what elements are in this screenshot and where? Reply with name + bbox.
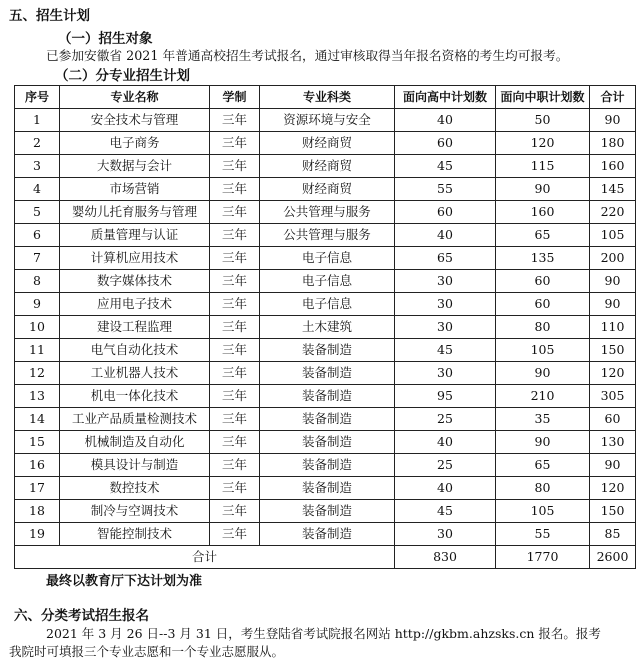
category: 装备制造 [260, 477, 395, 500]
row-total: 90 [590, 454, 636, 477]
vocational-plan: 65 [496, 454, 590, 477]
row-index: 2 [15, 132, 60, 155]
category: 土木建筑 [260, 316, 395, 339]
row-total: 90 [590, 293, 636, 316]
category: 装备制造 [260, 385, 395, 408]
row-index: 8 [15, 270, 60, 293]
sub-2-title: （二）分专业招生计划 [55, 68, 190, 84]
total-vocational: 1770 [496, 546, 590, 569]
duration: 三年 [210, 339, 260, 362]
high-school-plan: 40 [395, 109, 496, 132]
vocational-plan: 55 [496, 523, 590, 546]
section-6-title: 六、分类考试招生报名 [14, 608, 149, 624]
duration: 三年 [210, 523, 260, 546]
row-index: 10 [15, 316, 60, 339]
major-name: 机械制造及自动化 [60, 431, 210, 454]
vocational-plan: 60 [496, 270, 590, 293]
table-row [15, 293, 636, 316]
duration: 三年 [210, 408, 260, 431]
vocational-plan: 105 [496, 500, 590, 523]
row-index: 3 [15, 155, 60, 178]
duration: 三年 [210, 270, 260, 293]
row-index: 4 [15, 178, 60, 201]
major-name: 市场营销 [60, 178, 210, 201]
total-all: 2600 [590, 546, 636, 569]
row-total: 105 [590, 224, 636, 247]
category: 装备制造 [260, 362, 395, 385]
vocational-plan: 90 [496, 178, 590, 201]
header-category: 专业科类 [260, 86, 395, 109]
category: 电子信息 [260, 293, 395, 316]
table-row [15, 178, 636, 201]
row-index: 15 [15, 431, 60, 454]
duration: 三年 [210, 316, 260, 339]
duration: 三年 [210, 247, 260, 270]
vocational-plan: 90 [496, 431, 590, 454]
total-high-school: 830 [395, 546, 496, 569]
duration: 三年 [210, 178, 260, 201]
section-6-line-2: 我院时可填报三个专业志愿和一个专业志愿服从。 [9, 644, 285, 659]
row-total: 200 [590, 247, 636, 270]
category: 装备制造 [260, 408, 395, 431]
plan-note: 最终以教育厅下达计划为准 [46, 574, 203, 589]
table-row [15, 500, 636, 523]
table-row [15, 224, 636, 247]
table-row [15, 270, 636, 293]
sub-1-text: 已参加安徽省 2021 年普通高校招生考试报名，通过审核取得当年报名资格的考生均可报考。 [46, 48, 569, 63]
row-total: 60 [590, 408, 636, 431]
vocational-plan: 210 [496, 385, 590, 408]
high-school-plan: 45 [395, 155, 496, 178]
vocational-plan: 115 [496, 155, 590, 178]
category: 资源环境与安全 [260, 109, 395, 132]
table-row [15, 385, 636, 408]
vocational-plan: 120 [496, 132, 590, 155]
table-row [15, 408, 636, 431]
row-total: 90 [590, 270, 636, 293]
header-total: 合计 [590, 86, 636, 109]
major-name: 工业机器人技术 [60, 362, 210, 385]
high-school-plan: 30 [395, 270, 496, 293]
high-school-plan: 30 [395, 362, 496, 385]
row-total: 220 [590, 201, 636, 224]
category: 装备制造 [260, 500, 395, 523]
high-school-plan: 95 [395, 385, 496, 408]
major-name: 机电一体化技术 [60, 385, 210, 408]
category: 装备制造 [260, 454, 395, 477]
vocational-plan: 80 [496, 477, 590, 500]
major-name: 应用电子技术 [60, 293, 210, 316]
major-name: 大数据与会计 [60, 155, 210, 178]
major-name: 电气自动化技术 [60, 339, 210, 362]
row-index: 12 [15, 362, 60, 385]
category: 公共管理与服务 [260, 201, 395, 224]
high-school-plan: 40 [395, 477, 496, 500]
category: 电子信息 [260, 270, 395, 293]
table-row [15, 201, 636, 224]
row-total: 120 [590, 362, 636, 385]
table-row [15, 523, 636, 546]
major-name: 数控技术 [60, 477, 210, 500]
duration: 三年 [210, 293, 260, 316]
major-name: 安全技术与管理 [60, 109, 210, 132]
vocational-plan: 135 [496, 247, 590, 270]
high-school-plan: 40 [395, 431, 496, 454]
row-total: 110 [590, 316, 636, 339]
row-index: 13 [15, 385, 60, 408]
table-row [15, 431, 636, 454]
row-index: 9 [15, 293, 60, 316]
duration: 三年 [210, 362, 260, 385]
row-total: 85 [590, 523, 636, 546]
row-total: 150 [590, 500, 636, 523]
header-major: 专业名称 [60, 86, 210, 109]
section-6-line-1: 2021 年 3 月 26 日--3 月 31 日，考生登陆省考试院报名网站 http://gkbm.ahzsks.cn 报名。报考 [46, 626, 601, 641]
major-name: 婴幼儿托育服务与管理 [60, 201, 210, 224]
duration: 三年 [210, 385, 260, 408]
table-row [15, 316, 636, 339]
row-index: 18 [15, 500, 60, 523]
header-index: 序号 [15, 86, 60, 109]
category: 装备制造 [260, 339, 395, 362]
row-index: 6 [15, 224, 60, 247]
duration: 三年 [210, 431, 260, 454]
sub-1-title: （一）招生对象 [58, 31, 153, 47]
high-school-plan: 40 [395, 224, 496, 247]
category: 财经商贸 [260, 132, 395, 155]
row-total: 145 [590, 178, 636, 201]
vocational-plan: 35 [496, 408, 590, 431]
vocational-plan: 65 [496, 224, 590, 247]
table-row [15, 362, 636, 385]
major-name: 数字媒体技术 [60, 270, 210, 293]
row-index: 7 [15, 247, 60, 270]
table-row [15, 132, 636, 155]
row-index: 5 [15, 201, 60, 224]
duration: 三年 [210, 224, 260, 247]
high-school-plan: 25 [395, 454, 496, 477]
vocational-plan: 90 [496, 362, 590, 385]
row-index: 17 [15, 477, 60, 500]
table-row [15, 477, 636, 500]
row-total: 130 [590, 431, 636, 454]
high-school-plan: 60 [395, 132, 496, 155]
section-5-title: 五、招生计划 [9, 8, 90, 24]
major-name: 工业产品质量检测技术 [60, 408, 210, 431]
duration: 三年 [210, 155, 260, 178]
row-total: 150 [590, 339, 636, 362]
high-school-plan: 30 [395, 293, 496, 316]
row-index: 1 [15, 109, 60, 132]
table-total-row [15, 546, 636, 569]
duration: 三年 [210, 477, 260, 500]
row-total: 305 [590, 385, 636, 408]
major-name: 建设工程监理 [60, 316, 210, 339]
table-header-row [15, 86, 636, 109]
table-row [15, 155, 636, 178]
major-name: 质量管理与认证 [60, 224, 210, 247]
total-label: 合计 [15, 546, 395, 569]
vocational-plan: 160 [496, 201, 590, 224]
category: 财经商贸 [260, 155, 395, 178]
header-vocational-plan: 面向中职计划数 [496, 86, 590, 109]
high-school-plan: 25 [395, 408, 496, 431]
category: 公共管理与服务 [260, 224, 395, 247]
duration: 三年 [210, 500, 260, 523]
vocational-plan: 60 [496, 293, 590, 316]
high-school-plan: 30 [395, 316, 496, 339]
row-index: 14 [15, 408, 60, 431]
row-total: 180 [590, 132, 636, 155]
duration: 三年 [210, 454, 260, 477]
duration: 三年 [210, 201, 260, 224]
high-school-plan: 30 [395, 523, 496, 546]
table-row [15, 339, 636, 362]
category: 电子信息 [260, 247, 395, 270]
major-name: 计算机应用技术 [60, 247, 210, 270]
vocational-plan: 105 [496, 339, 590, 362]
header-high-school-plan: 面向高中计划数 [395, 86, 496, 109]
high-school-plan: 45 [395, 339, 496, 362]
major-name: 模具设计与制造 [60, 454, 210, 477]
row-total: 90 [590, 109, 636, 132]
enrollment-plan-table [14, 85, 636, 569]
vocational-plan: 50 [496, 109, 590, 132]
major-name: 制冷与空调技术 [60, 500, 210, 523]
row-index: 11 [15, 339, 60, 362]
category: 财经商贸 [260, 178, 395, 201]
duration: 三年 [210, 109, 260, 132]
table-row [15, 247, 636, 270]
vocational-plan: 80 [496, 316, 590, 339]
row-index: 16 [15, 454, 60, 477]
high-school-plan: 55 [395, 178, 496, 201]
row-index: 19 [15, 523, 60, 546]
high-school-plan: 45 [395, 500, 496, 523]
category: 装备制造 [260, 523, 395, 546]
table-row [15, 109, 636, 132]
duration: 三年 [210, 132, 260, 155]
major-name: 电子商务 [60, 132, 210, 155]
category: 装备制造 [260, 431, 395, 454]
high-school-plan: 60 [395, 201, 496, 224]
row-total: 160 [590, 155, 636, 178]
header-duration: 学制 [210, 86, 260, 109]
row-total: 120 [590, 477, 636, 500]
high-school-plan: 65 [395, 247, 496, 270]
major-name: 智能控制技术 [60, 523, 210, 546]
table-row [15, 454, 636, 477]
